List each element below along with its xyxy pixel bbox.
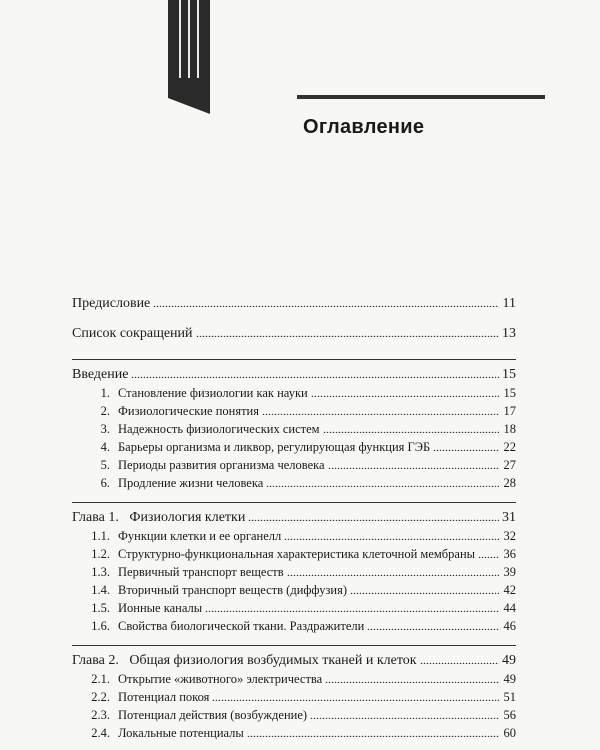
toc-subentry-number: 1.1.: [91, 529, 110, 543]
toc-subentry-page: 17: [503, 404, 516, 418]
toc-subentry-label: Структурно-функциональная характеристика клеточной мембраны: [118, 547, 476, 561]
toc-subentry[interactable]: [72, 563, 516, 581]
page-title: Оглавление: [303, 116, 425, 138]
toc-subentry[interactable]: [72, 688, 516, 706]
toc-subentry-number: 1.5.: [91, 601, 110, 615]
toc-subentry-page: 60: [503, 726, 516, 740]
dot-leader: [284, 530, 499, 540]
toc-subentry-label: Вторичный транспорт веществ (диффузия): [118, 583, 347, 597]
toc-subentry-page: 32: [503, 529, 516, 543]
ribbon-stripe: [197, 0, 199, 78]
toc-subentry-page: 49: [503, 672, 516, 686]
toc-subentry-label: Периоды развития организма человека: [118, 458, 325, 472]
toc-subentry-page: 51: [503, 690, 516, 704]
toc-subentry-number: 2.: [100, 404, 110, 418]
section-divider: [72, 359, 516, 360]
toc-subentry-page: 46: [503, 619, 516, 633]
toc-subentry-label: Первичный транспорт веществ: [118, 565, 284, 579]
toc-subentry[interactable]: [72, 706, 516, 724]
toc-entry-label: Предисловие: [72, 296, 151, 311]
toc-subentry-label: Физиологические понятия: [118, 404, 259, 418]
toc-chapter-1[interactable]: [72, 509, 516, 527]
toc-section-page: 15: [502, 367, 516, 382]
toc-subentry-number: 3.: [100, 422, 110, 436]
dot-leader: [310, 709, 499, 719]
toc-subentry-number: 1.4.: [91, 583, 110, 597]
dot-leader: [248, 511, 499, 521]
toc-subentry-page: 39: [503, 565, 516, 579]
toc-subentry[interactable]: [72, 545, 516, 563]
toc-subentry-label: Потенциал действия (возбуждение): [118, 708, 308, 722]
dot-leader: [196, 327, 499, 337]
dot-leader: [367, 620, 499, 630]
dot-leader: [350, 584, 499, 594]
toc-subentry-page: 56: [503, 708, 516, 722]
dot-leader: [287, 566, 499, 576]
toc-subentry[interactable]: [72, 724, 516, 742]
ribbon-stripe: [188, 0, 190, 78]
toc-subentry-label: Становление физиологии как науки: [118, 386, 308, 400]
toc-chapter-label: Глава 1. Физиология клетки: [72, 510, 246, 525]
toc-subentry-label: Локальные потенциалы: [118, 726, 244, 740]
toc-subentry-label: Потенциал покоя: [118, 690, 210, 704]
table-of-contents: [72, 295, 516, 742]
toc-chapter-page: 49: [502, 653, 516, 668]
toc-subentry-number: 2.2.: [91, 690, 110, 704]
toc-subentry[interactable]: [72, 438, 516, 456]
toc-subentry-page: 36: [503, 547, 516, 561]
dot-leader: [420, 654, 499, 664]
toc-subentry[interactable]: [72, 402, 516, 420]
toc-subentry-number: 1.3.: [91, 565, 110, 579]
toc-subentry-number: 5.: [100, 458, 110, 472]
toc-subentry[interactable]: [72, 420, 516, 438]
toc-subentry-number: 1.6.: [91, 619, 110, 633]
toc-entry-label: Список сокращений: [72, 326, 193, 341]
dot-leader: [328, 459, 499, 469]
dot-leader: [325, 673, 499, 683]
toc-chapter-label: Глава 2. Общая физиология возбудимых тканей и клеток: [72, 653, 417, 668]
dot-leader: [311, 387, 499, 397]
heading-rule: [297, 95, 545, 99]
toc-subentry-number: 4.: [100, 440, 110, 454]
toc-subentry-number: 2.4.: [91, 726, 110, 740]
dot-leader: [205, 602, 499, 612]
dot-leader: [478, 548, 499, 558]
toc-section-intro[interactable]: [72, 366, 516, 384]
section-divider: [72, 645, 516, 646]
dot-leader: [323, 423, 499, 433]
toc-subentry[interactable]: [72, 617, 516, 635]
toc-subentry-number: 2.3.: [91, 708, 110, 722]
toc-subentry[interactable]: [72, 527, 516, 545]
toc-subentry-page: 22: [503, 440, 516, 454]
ribbon-stripe: [179, 0, 181, 78]
toc-subentry-page: 42: [503, 583, 516, 597]
toc-subentry[interactable]: [72, 456, 516, 474]
section-divider: [72, 502, 516, 503]
toc-subentry-page: 28: [503, 476, 516, 490]
dot-leader: [247, 727, 499, 737]
toc-subentry-page: 27: [503, 458, 516, 472]
dot-leader: [153, 297, 499, 307]
toc-subentry-number: 6.: [100, 476, 110, 490]
toc-subentry-label: Свойства биологической ткани. Раздражители: [118, 619, 365, 633]
dot-leader: [266, 477, 499, 487]
toc-subentry-page: 15: [503, 386, 516, 400]
toc-subentry[interactable]: [72, 670, 516, 688]
toc-entry-preface[interactable]: [72, 295, 516, 313]
toc-subentry[interactable]: [72, 384, 516, 402]
toc-subentry[interactable]: [72, 599, 516, 617]
toc-subentry-label: Надежность физиологических систем: [118, 422, 320, 436]
toc-subentry-number: 1.: [100, 386, 110, 400]
dot-leader: [212, 691, 499, 701]
toc-entry-abbreviations[interactable]: [72, 325, 516, 343]
toc-entry-page: 13: [502, 326, 516, 341]
toc-chapter-2[interactable]: [72, 652, 516, 670]
dot-leader: [131, 368, 499, 378]
decorative-bookmark-ribbon: [168, 0, 210, 114]
toc-subentry-label: Ионные каналы: [118, 601, 203, 615]
toc-subentry[interactable]: [72, 581, 516, 599]
toc-section-label: Введение: [72, 367, 129, 382]
toc-entry-page: 11: [502, 296, 516, 311]
toc-subentry-number: 2.1.: [91, 672, 110, 686]
toc-subentry-page: 18: [503, 422, 516, 436]
toc-subentry-number: 1.2.: [91, 547, 110, 561]
toc-chapter-page: 31: [502, 510, 516, 525]
toc-subentry[interactable]: [72, 474, 516, 492]
dot-leader: [433, 441, 499, 451]
toc-subentry-label: Функции клетки и ее органелл: [118, 529, 282, 543]
dot-leader: [262, 405, 499, 415]
toc-subentry-page: 44: [503, 601, 516, 615]
toc-subentry-label: Продление жизни человека: [118, 476, 264, 490]
toc-subentry-label: Открытие «животного» электричества: [118, 672, 323, 686]
toc-subentry-label: Барьеры организма и ликвор, регулирующая функция ГЭБ: [118, 440, 431, 454]
